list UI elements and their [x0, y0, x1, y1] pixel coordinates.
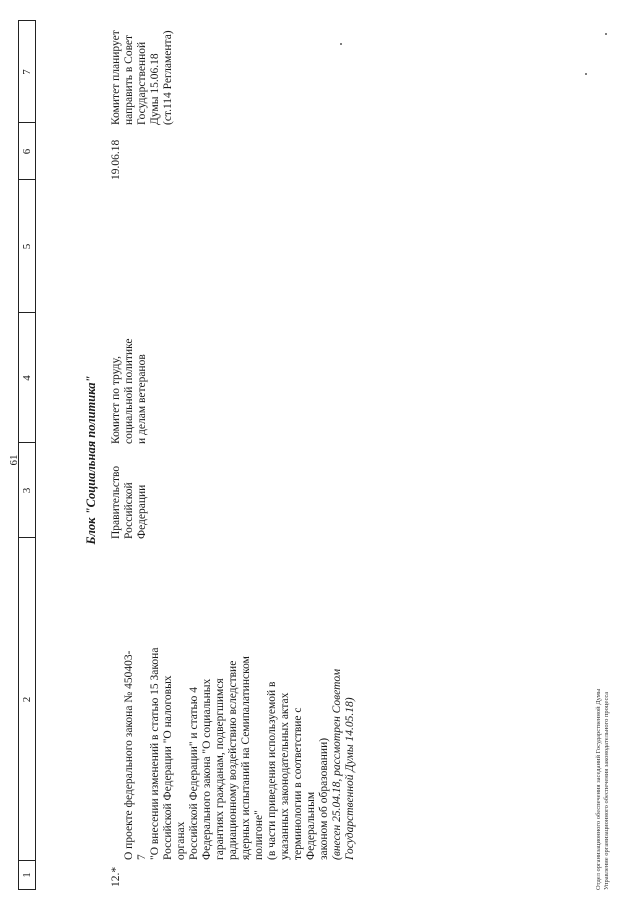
consideration-date: 19.06.18 — [110, 139, 122, 180]
table-header-row — [18, 20, 36, 890]
page-number: 61 — [8, 454, 20, 466]
bill-description — [110, 645, 357, 860]
row-number: 12.* — [110, 866, 122, 887]
header-col-3: 3 — [21, 487, 33, 494]
bill-initiator: Правительство Российской Федерации — [110, 465, 148, 539]
header-col-6: 6 — [21, 148, 33, 155]
header-col-1: 1 — [21, 872, 33, 878]
responsible-committee: Комитет по труду, социальной политике и делам ветеранов — [110, 338, 148, 444]
scan-speck — [340, 43, 342, 45]
scan-speck — [585, 73, 587, 75]
footer-line-1: Отдел организационного обеспечения заседаний Государственной Думы — [595, 688, 602, 890]
header-col-2: 2 — [21, 696, 33, 703]
scan-speck — [605, 33, 607, 35]
committee-note: Комитет планирует направить в Совет Государственной Думы 15.06.18 (ст.114 Регламента) — [110, 30, 174, 125]
bill-description-text: О проекте федерального закона № 450403-7 "О внесении изменений в статью 15 Закона Российской Федерации "О налоговых органах Российской Федерации" и статью 4 Федерального закона "О социальных гарантиях гражданам, подвергшимся радиационному воздействию вследствие ядерных испытаний на Семипалатинском полигоне" (в части приведения используемой в указанных законодательных актах терминологии в соответствие с Федеральным законом об образовании) — [123, 647, 330, 860]
header-col-7: 7 — [21, 69, 33, 75]
bill-submission-note: (внесен 25.04.18, рассмотрен Советом Государственной Думы 14.05.18) — [331, 668, 356, 860]
block-title: Блок "Социальная политика" — [84, 375, 98, 545]
document-footer — [595, 490, 611, 890]
document-sheet — [10, 15, 630, 895]
footer-line-2: Управление организационного обеспечения законодательного процесса — [603, 691, 610, 890]
header-col-4: 4 — [21, 375, 33, 381]
header-col-5: 5 — [21, 243, 33, 250]
